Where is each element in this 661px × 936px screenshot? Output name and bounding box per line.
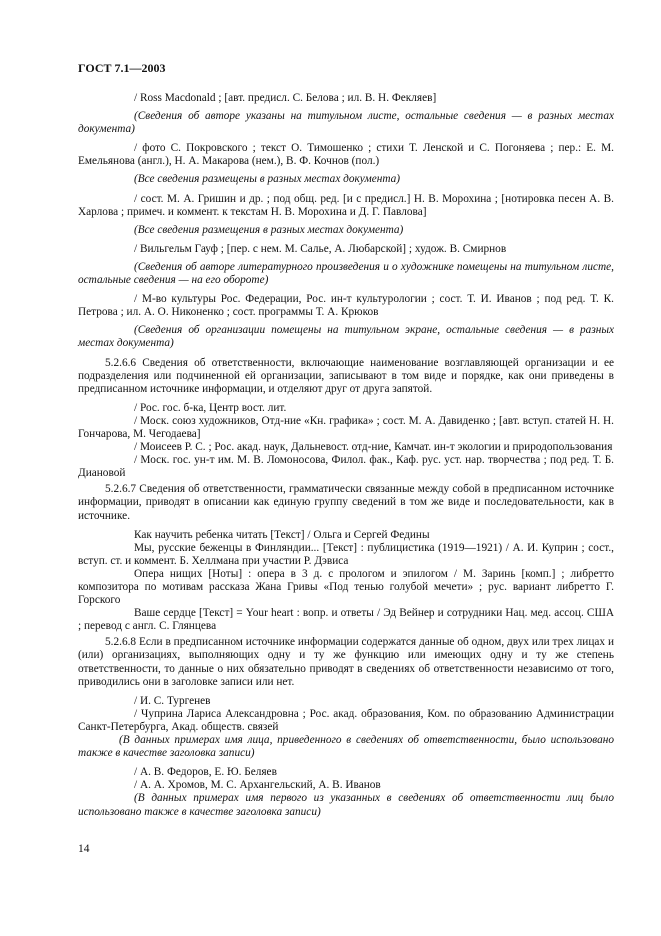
document-header: ГОСТ 7.1—2003 — [78, 61, 166, 75]
example-note: (В данных примерах имя лица, приведенного в сведениях об ответственности, было использовано также в качестве заголовка записи) — [78, 734, 614, 760]
example-note: (Все сведения размещены в разных местах документа) — [134, 173, 401, 186]
example-note: (В данных примерах имя первого из указанных в сведениях об ответственности лиц было использовано также в качестве заголовка записи) — [78, 792, 614, 818]
example-text: / М-во культуры Рос. Федерации, Рос. ин-т культурологии ; сост. Т. И. Иванов ; под ред. Т. К. Петрова ; ил. А. О. Никоненко ; сост. программы Т. А. Крюков — [78, 293, 614, 319]
example-note: (Сведения об авторе указаны на титульном листе, остальные сведения — в разных местах документа) — [78, 110, 614, 136]
example-text: / А. В. Федоров, Е. Ю. Беляев — [134, 766, 277, 779]
example-text: Как научить ребенка читать [Текст] / Ольга и Сергей Федины — [134, 528, 430, 541]
example-text: Мы, русские беженцы в Финляндии... [Текст] : публицистика (1919—1921) / А. И. Куприн ; сост., вступ. ст. и коммент. Б. Хеллмана при участии Р. Дэвиса — [78, 541, 614, 567]
example-text: / сост. М. А. Гришин и др. ; под общ. ред. [и с предисл.] Н. В. Морохина ; [нотировка песен А. В. Харлова ; примеч. и коммент. к текстам Н. В. Морохина и Д. Г. Павлова] — [78, 192, 614, 218]
example-note: (Сведения об авторе литературного произведения и о художнике помещены на титульном листе, остальные сведения — на его обороте) — [78, 260, 614, 287]
example-text: / Моисеев Р. С. ; Рос. акад. наук, Дальневост. отд-ние, Камчат. ин-т экологии и природопользования — [134, 441, 613, 454]
example-text: / Вильгельм Гауф ; [пер. с нем. М. Салье, А. Любарской] ; худож. В. Смирнов — [134, 242, 507, 255]
example-text: / Моск. гос. ун-т им. М. В. Ломоносова, Филол. фак., Каф. рус. уст. нар. творчества ; под ред. Т. Б. Диановой — [78, 454, 614, 480]
example-text: / Рос. гос. б-ка, Центр вост. лит. — [134, 401, 287, 414]
page-number: 14 — [78, 843, 90, 855]
example-text: / И. С. Тургенев — [134, 694, 211, 707]
clause-5-2-6-7: 5.2.6.7 Сведения об ответственности, грамматически связанные между собой в предписанном источнике информации, приводят в описании как единую группу сведений в том же виде и последовательности, как в источнике. — [78, 483, 614, 522]
example-text: / Ross Macdonald ; [авт. предисл. С. Белова ; ил. В. Н. Фекляев] — [134, 92, 437, 104]
page-body — [78, 92, 614, 825]
example-text: / фото С. Покровского ; текст О. Тимошенко ; стихи Т. Ленской и С. Погоняева ; пер.: Е. М. Емельянова (англ.), Н. А. Макарова (нем.), В. Ф. Кочнов (пол.) — [78, 142, 614, 168]
example-note: (Сведения об организации помещены на титульном экране, остальные сведения — в разных местах документа) — [78, 324, 614, 350]
example-note: (Все сведения размещения в разных местах документа) — [134, 223, 404, 236]
example-text: / Чуприна Лариса Александровна ; Рос. акад. образования, Ком. по образованию Администрации Санкт-Петербурга, Акад. обществ. связей — [78, 707, 614, 733]
clause-5-2-6-8: 5.2.6.8 Если в предписанном источнике информации содержатся данные об одном, двух или трех лицах и (или) организациях, выполняющих одну и ту же функцию или имеющих одну и ту же степень ответственности, то данные о них обязательно приводят в сведениях об ответственности независимо от того, приводились они в заголовке записи или нет. — [78, 636, 614, 688]
example-text: Опера нищих [Ноты] : опера в 3 д. с прологом и эпилогом / М. Заринь [комп.] ; либретто композитора по мотивам рассказа Жана Гривы «Под тенью голубой мечети» ; рус. вариант либретто Г. Горского — [78, 567, 614, 607]
example-text: / А. А. Хромов, М. С. Архангельский, А. В. Иванов — [134, 779, 381, 792]
example-text: / Моск. союз художников, Отд-ние «Кн. графика» ; сост. М. А. Давиденко ; [авт. вступ. статей Н. Н. Гончарова, М. Чегодаева] — [78, 414, 614, 440]
example-text: Ваше сердце [Текст] = Your heart : вопр. и ответы / Эд Вейнер и сотрудники Нац. мед. ассоц. США ; перевод с англ. С. Глянцева — [78, 607, 614, 633]
clause-5-2-6-6: 5.2.6.6 Сведения об ответственности, включающие наименование возглавляющей организации и ее подразделения или подчиненной ей организации, записывают в том виде и порядке, как они приведены в предписанном источнике информации, и отделяют друг от друга запятой. — [78, 356, 614, 395]
